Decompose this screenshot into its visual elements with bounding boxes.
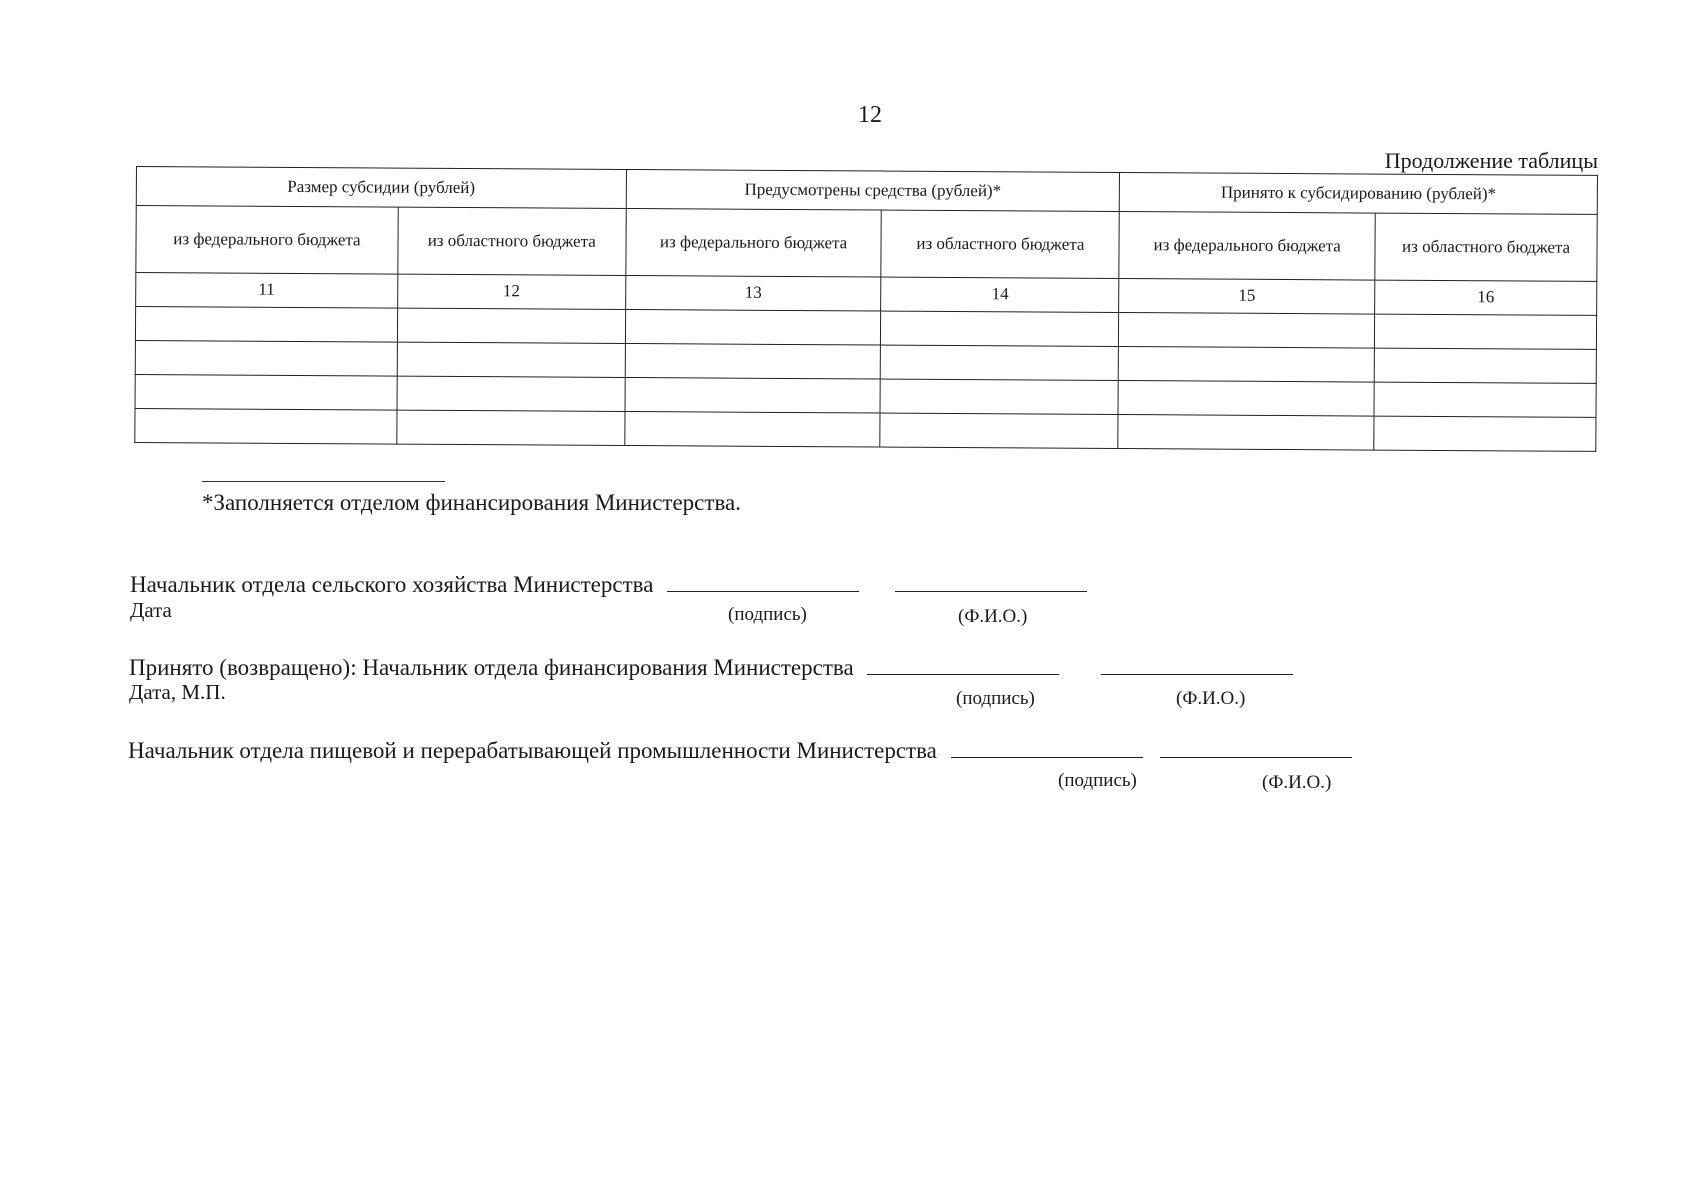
table-cell xyxy=(397,376,625,411)
table-cell xyxy=(625,309,881,345)
column-number: 15 xyxy=(1119,279,1375,315)
subheader-regional: из областного бюджета xyxy=(881,210,1119,278)
subheader-federal: из федерального бюджета xyxy=(625,208,881,277)
signature-label: Начальник отдела сельского хозяйства Министерства xyxy=(130,572,654,597)
subheader-regional: из областного бюджета xyxy=(398,207,626,275)
table-cell xyxy=(1118,415,1374,451)
group-header-subsidy-size: Размер субсидии (рублей) xyxy=(136,167,626,209)
table-cell xyxy=(881,345,1119,380)
signature-caption: (подпись) xyxy=(728,604,807,625)
table-cell xyxy=(881,311,1119,346)
signature-line[interactable] xyxy=(951,739,1143,758)
column-number: 12 xyxy=(397,274,625,309)
table-cell xyxy=(397,308,625,343)
signature-block-agriculture xyxy=(130,572,1087,598)
table-cell xyxy=(880,413,1118,448)
table-cell xyxy=(397,410,625,445)
subheader-regional: из областного бюджета xyxy=(1375,213,1597,281)
name-line[interactable] xyxy=(895,573,1087,592)
table-cell xyxy=(624,411,880,447)
subheader-federal: из федерального бюджета xyxy=(136,206,398,275)
subheader-federal: из федерального бюджета xyxy=(1119,212,1375,281)
name-line[interactable] xyxy=(1101,656,1293,675)
table-cell xyxy=(1374,348,1596,383)
name-line[interactable] xyxy=(1160,739,1352,758)
group-header-accepted: Принято к субсидированию (рублей)* xyxy=(1120,173,1598,215)
table-cell xyxy=(1374,416,1596,451)
footnote-divider xyxy=(202,481,445,482)
signature-caption: (подпись) xyxy=(956,688,1035,709)
name-caption: (Ф.И.О.) xyxy=(1176,688,1246,709)
signature-block-food-industry xyxy=(128,738,1352,764)
date-label: Дата xyxy=(130,598,172,622)
table-cell xyxy=(397,342,625,377)
table-cell xyxy=(135,374,397,410)
signature-line[interactable] xyxy=(867,656,1059,675)
signature-line[interactable] xyxy=(667,573,859,592)
column-number: 11 xyxy=(136,273,398,309)
column-number: 13 xyxy=(625,275,881,311)
group-header-provided-funds: Предусмотрены средства (рублей)* xyxy=(626,169,1120,211)
name-caption: (Ф.И.О.) xyxy=(1262,772,1332,793)
subsidy-table xyxy=(134,166,1598,452)
column-number: 14 xyxy=(881,277,1119,312)
table-cell xyxy=(625,377,881,413)
table-cell xyxy=(625,343,881,379)
table-cell xyxy=(135,307,397,343)
table-subheader-row xyxy=(136,206,1597,282)
table-cell xyxy=(135,340,397,376)
table-cell xyxy=(1119,313,1375,349)
table-cell xyxy=(1119,347,1375,383)
column-number: 16 xyxy=(1375,280,1597,315)
continuation-label: Продолжение таблицы xyxy=(1384,148,1598,173)
date-label: Дата, М.П. xyxy=(129,680,226,704)
signature-label: Начальник отдела пищевой и перерабатывающей промышленности Министерства xyxy=(128,738,937,763)
signature-label: Принято (возвращено): Начальник отдела финансирования Министерства xyxy=(129,655,854,680)
table-cell xyxy=(135,408,397,444)
signature-caption: (подпись) xyxy=(1058,770,1137,791)
table-cell xyxy=(1374,382,1596,417)
footnote: *Заполняется отделом финансирования Министерства. xyxy=(202,490,741,515)
table-cell xyxy=(880,379,1118,414)
page-number: 12 xyxy=(858,102,882,128)
table-cell xyxy=(1118,381,1374,417)
signature-block-finance xyxy=(129,655,1293,681)
name-caption: (Ф.И.О.) xyxy=(958,606,1028,627)
table-cell xyxy=(1375,314,1597,349)
